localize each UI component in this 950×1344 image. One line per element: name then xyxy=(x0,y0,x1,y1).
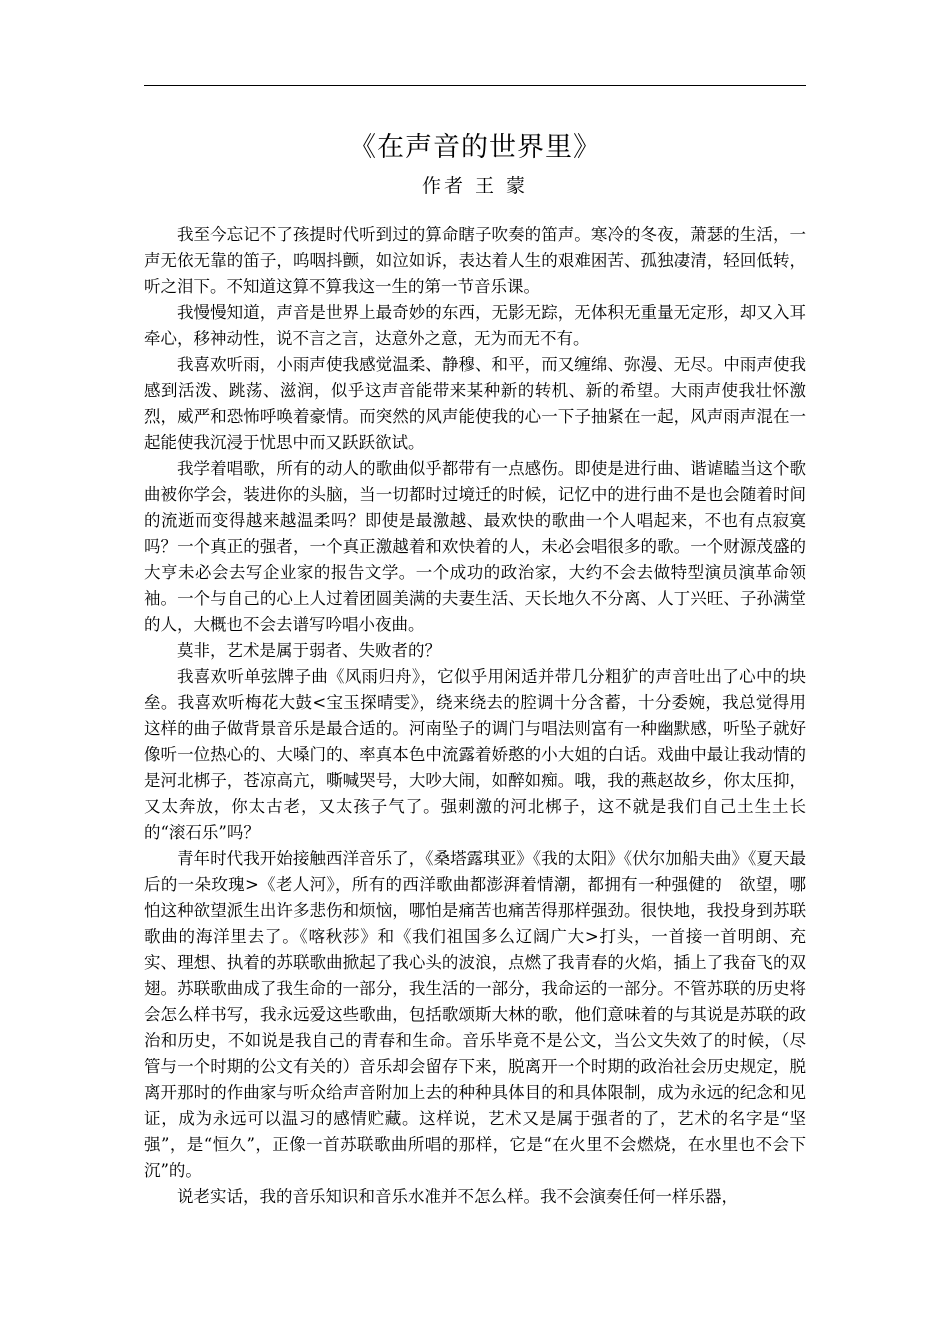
paragraph: 青年时代我开始接触西洋音乐了，《桑塔露琪亚》《我的太阳》《伏尔加船夫曲》《夏天最后的一朵玫瑰>《老人河》，所有的西洋歌曲都澎湃着情潮，都拥有一种强健的 欲望，哪怕这种欲望派生出许多悲伤和烦恼，哪怕是痛苦也痛苦得那样强劲。很快地，我投身到苏联歌曲的海洋里去了。《喀秋莎》和《我们祖国多么辽阔广大>打头，一首接一首明朗、充实、理想、执着的苏联歌曲掀起了我心头的波浪，点燃了我青春的火焰，插上了我奋飞的双翅。苏联歌曲成了我生命的一部分，我生活的一部分，我命运的一部分。不管苏联的历史将会怎么样书写，我永远爱这些歌曲，包括歌颂斯大林的歌，他们意味着的与其说是苏联的政治和历史，不如说是我自己的青春和生命。音乐毕竟不是公文，当公文失效了的时候，（尽管与一个时期的公文有关的）音乐却会留存下来，脱离开一个时期的政治社会历史规定，脱离开那时的作曲家与听众给声音附加上去的种种具体目的和具体限制，成为永远的纪念和见证，成为永远可以温习的感情贮藏。这样说，艺术又是属于强者的了，艺术的名字是“坚强”，是“恒久”，正像一首苏联歌曲所唱的那样，它是“在火里不会燃烧，在水里也不会下沉”的。 xyxy=(144,849,806,1180)
author-line: 作者 王 蒙 xyxy=(421,175,529,197)
article-title: 《在声音的世界里》 xyxy=(349,132,601,163)
paragraph: 说老实话，我的音乐知识和音乐水准并不怎么样。我不会演奏任何一样乐器， xyxy=(177,1187,738,1206)
paragraph: 我慢慢知道，声音是世界上最奇妙的东西，无影无踪，无体积无重量无定形，却又入耳牵心，移神动性，说不言之言，达意外之意，无为而无不有。 xyxy=(144,303,806,348)
paragraph: 我喜欢听单弦牌子曲《风雨归舟》，它似乎用闲适并带几分粗犷的声音吐出了心中的块垒。我喜欢听梅花大鼓<宝玉探晴雯》，绕来绕去的腔调十分含蓄，十分委婉，我总觉得用这样的曲子做背景音乐是最合适的。河南坠子的调门与唱法则富有一种幽默感，听坠子就好像听一位热心的、大嗓门的、率真本色中流露着娇憨的小大姐的白话。戏曲中最让我动情的是河北梆子，苍凉高亢，嘶喊哭号，大吵大闹，如醉如痴。哦，我的燕赵故乡，你太压抑，又太奔放，你太古老，又太孩子气了。强刺激的河北梆子，这不就是我们自己土生土长的“滚石乐”吗？ xyxy=(144,667,806,842)
header-rule xyxy=(144,85,806,86)
paragraph: 我学着唱歌，所有的动人的歌曲似乎都带有一点感伤。即使是进行曲、谐谑瞌当这个歌曲被你学会，装进你的头脑，当一切都时过境迁的时候，记忆中的进行曲不是也会随着时间的流逝而变得越来越温柔吗？即使是最激越、最欢快的歌曲一个人唱起来，不也有点寂寞吗？一个真正的强者，一个真正激越着和欢快着的人，未必会唱很多的歌。一个财源茂盛的大亨未必会去写企业家的报告文学。一个成功的政治家，大约不会去做特型演员演革命领袖。一个与自己的心上人过着团圆美满的夫妻生活、天长地久不分离、人丁兴旺、子孙满堂的人，大概也不会去谱写吟唱小夜曲。 xyxy=(144,459,806,634)
article-body xyxy=(144,222,806,1210)
paragraph: 莫非，艺术是属于弱者、失败者的？ xyxy=(177,641,441,660)
paragraph: 我至今忘记不了孩提时代听到过的算命瞎子吹奏的笛声。寒冷的冬夜，萧瑟的生活，一声无依无靠的笛子，呜咽抖颤，如泣如诉，表达着人生的艰难困苦、孤独凄清，轻回低转，听之泪下。不知道这算不算我这一生的第一节音乐课。 xyxy=(144,225,806,296)
paragraph: 我喜欢听雨，小雨声使我感觉温柔、静穆、和平，而又缠绵、弥漫、无尽。中雨声使我感到活泼、跳荡、滋润，似乎这声音能带来某种新的转机、新的希望。大雨声使我壮怀激烈，威严和恐怖呼唤着豪情。而突然的风声能使我的心一下子抽紧在一起，风声雨声混在一起能使我沉浸于忧思中而又跃跃欲试。 xyxy=(144,355,806,452)
